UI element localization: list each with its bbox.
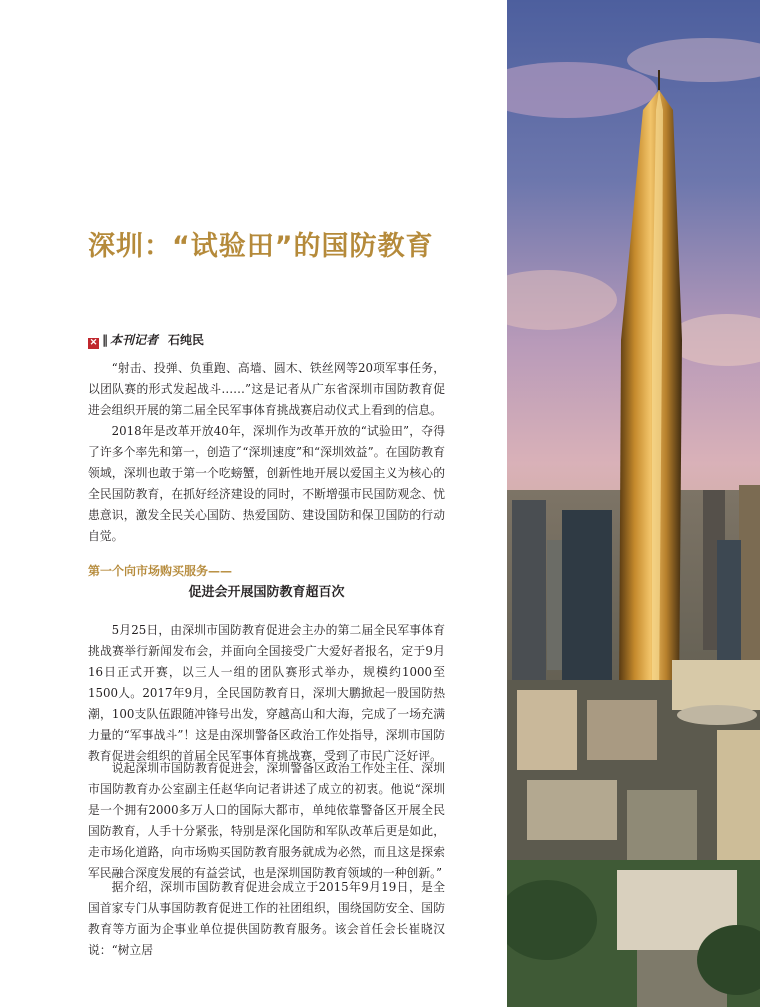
section-subheading: 促进会开展国防教育超百次 <box>188 585 345 600</box>
byline-role: 本刊记者 <box>110 333 159 347</box>
city-skyline-illustration <box>507 0 760 1007</box>
section-paragraph-3: 据介绍，深圳市国防教育促进会成立于2015年9月19日，是全国首家专门从事国防教育促进工作的社团组织，围绕国防安全、国防教育等方面为企事业单位提供国防教育服务。该会首任会长崔晓汉说：“树立居 <box>88 880 445 957</box>
intro-paragraph-2: 2018年是改革开放40年，深圳作为改革开放的“试验田”，夺得了许多个率先和第一，创造了“深圳速度”和“深圳效益”。在国防教育领域，深圳也敢于第一个吃螃蟹，创新性地开展以爱国主义为核心的全民国防教育，在抓好经济建设的同时，不断增强市民国防观念、忧患意识，激发全民关心国防、热爱国防、建设国防和保卫国防的行动自觉。 <box>88 424 445 543</box>
section-paragraph-1: 5月25日，由深圳市国防教育促进会主办的第二届全民军事体育挑战赛举行新闻发布会，并面向全国接受广大爱好者报名，定于9月16日正式开赛，以三人一组的团队赛形式举办，规模约1000至1500人。2017年9月，全民国防教育日，深圳大鹏掀起一股国防热潮，100支队伍跟随冲锋号出发，穿越高山和大海，完成了一场充满力量的“军事战斗”！这是由深圳警备区政治工作处指导，深圳市国防教育促进会组织的首届全民军事体育挑战赛，受到了市民广泛好评。 <box>88 623 445 763</box>
byline-separator: ‖ <box>102 333 108 347</box>
magazine-mark-icon: ✕ <box>89 338 98 348</box>
intro-paragraph-1: “射击、投弹、负重跑、高墙、圆木、铁丝网等20项军事任务，以团队赛的形式发起战斗……”这是记者从广东省深圳市国防教育促进会组织开展的第二届全民军事体育挑战赛启动仪式上看到的信息。 <box>88 361 445 417</box>
section-paragraph-2: 说起深圳市国防教育促进会，深圳警备区政治工作处主任、深圳市国防教育办公室副主任赵华向记者讲述了成立的初衷。他说“深圳是一个拥有2000多万人口的国际大都市，单纯依靠警备区开展全民国防教育，人手十分紧张，特别是深化国防和军队改革后更是如此，走市场化道路，向市场购买国防教育服务就成为必然，而且这是探索军民融合深度发展的有益尝试，也是深圳国防教育领域的一种创新。” <box>88 761 445 880</box>
byline-author: 石纯民 <box>168 333 205 347</box>
section-kicker: 第一个向市场购买服务—— <box>88 564 233 578</box>
skyscraper-city-photo <box>507 0 760 1007</box>
article-title: 深圳：“试验田”的国防教育 <box>88 231 434 262</box>
byline <box>88 331 204 349</box>
